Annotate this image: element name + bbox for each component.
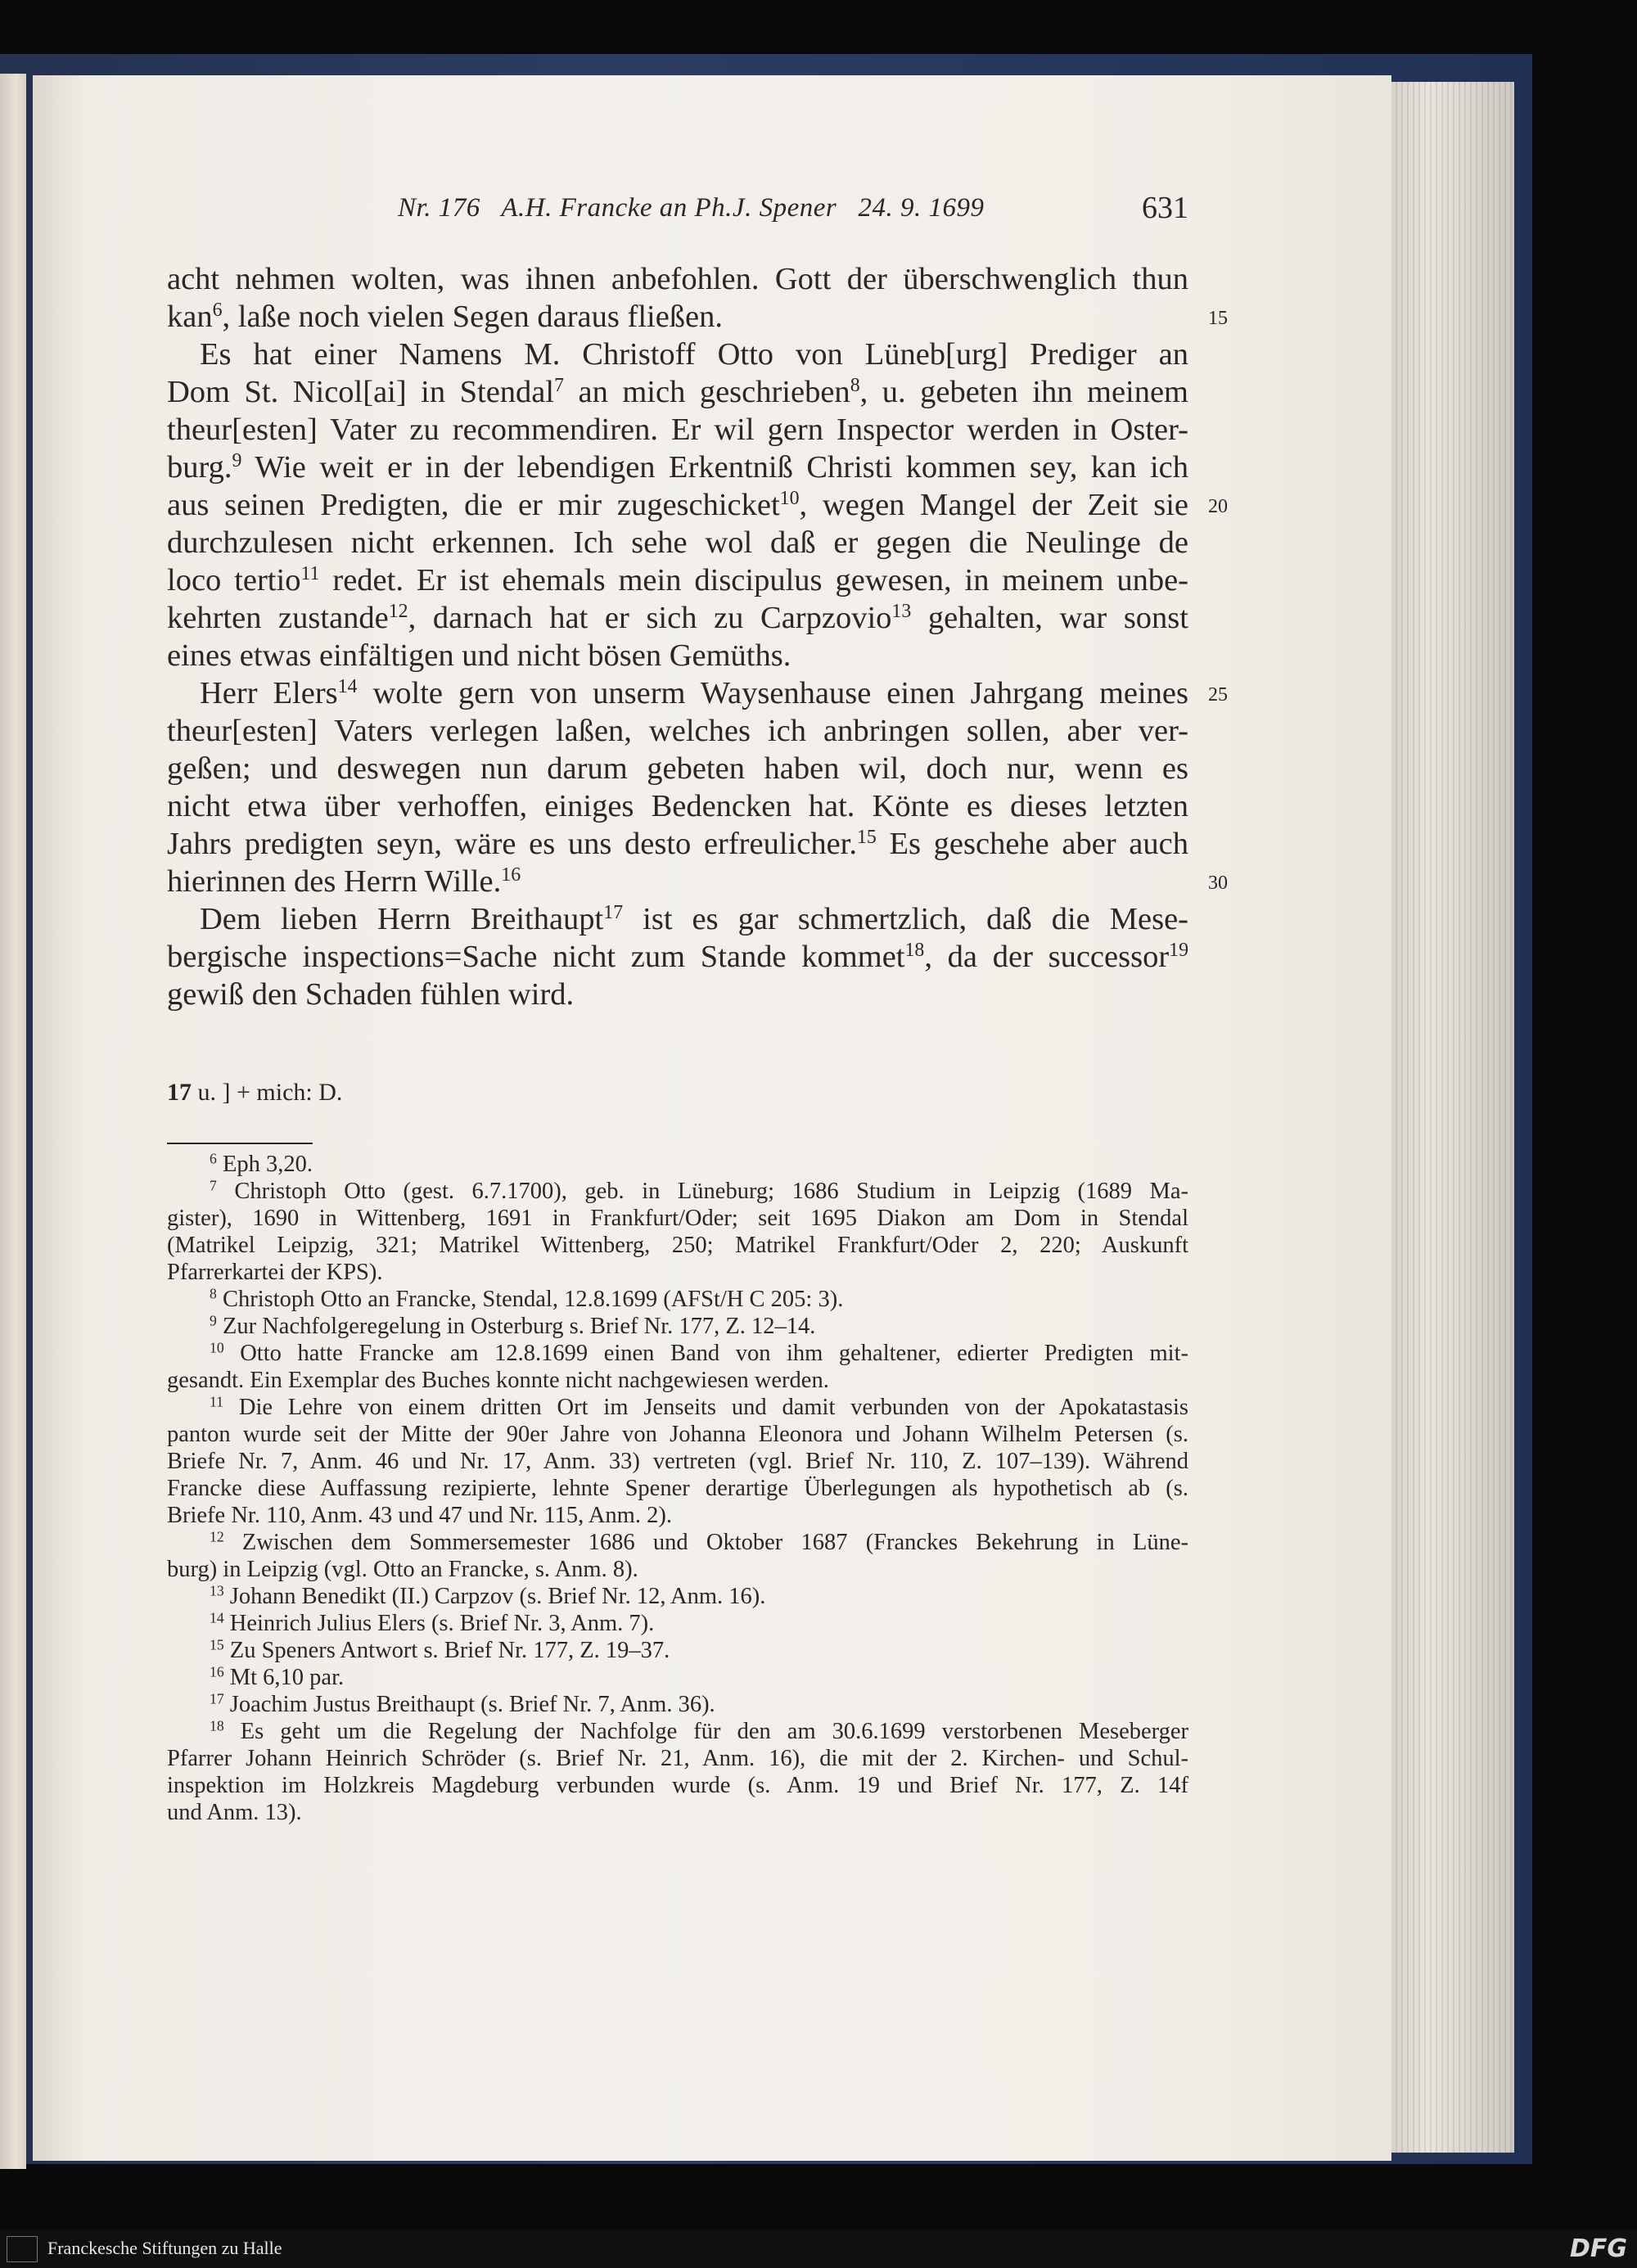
footnote-line: $^{17}$ Joachim Justus Breithaupt (s. Brief Nr. 7, Anm. 36).: [210, 1690, 715, 1717]
line-number-20: 20: [1208, 496, 1228, 517]
text-line: Es hat einer Namens M. Christoff Otto von Lüneb[urg] Prediger an: [200, 337, 1188, 372]
text-line: durchzulesen nicht erkennen. Ich sehe wol daß er gegen die Neulinge de: [167, 525, 1188, 560]
footnote-line: $^{12}$ Zwischen dem Sommersemester 1686 und Oktober 1687 (Franckes Bekehrung in Lüne-: [210, 1528, 1188, 1555]
apparatus-line-ref: 17: [167, 1079, 192, 1106]
footnote-line: $^{15}$ Zu Speners Antwort s. Brief Nr. 177, Z. 19–37.: [210, 1636, 670, 1663]
running-header: [398, 193, 1188, 242]
footnote-line: $^{16}$ Mt 6,10 par.: [210, 1663, 345, 1690]
footnote-line: Francke diese Auffassung rezipierte, lehnte Spener derartige Überlegungen als hypothetisch ab (s.: [167, 1476, 1188, 1501]
footnote-line: $^9$ Zur Nachfolgeregelung in Osterburg s. Brief Nr. 177, Z. 12–14.: [210, 1312, 816, 1339]
text-line: gewiß den Schaden fühlen wird.: [167, 977, 575, 1012]
footnote-line: gister), 1690 in Wittenberg, 1691 in Frankfurt/Oder; seit 1695 Diakon am Dom in Stendal: [167, 1206, 1188, 1231]
text-line: eines etwas einfältigen und nicht bösen Gemüths.: [167, 638, 791, 673]
footnote-line: $^{13}$ Johann Benedikt (II.) Carpzov (s. Brief Nr. 12, Anm. 16).: [210, 1582, 766, 1609]
left-page-edge: [0, 74, 26, 2169]
text-line: Dom St. Nicol[ai] in Stendal$^7$ an mich geschrieben$^8$, u. gebeten ihn meinem: [167, 374, 1189, 409]
footnote-line: gesandt. Ein Exemplar des Buches konnte nicht nachgewiesen werden.: [167, 1368, 829, 1393]
footnote-line: $^{11}$ Die Lehre von einem dritten Ort im Jenseits und damit verbunden von der Apokatastasis: [210, 1393, 1188, 1420]
text-line: aus seinen Predigten, die er mir zugeschicket$^{10}$, wegen Mangel der Zeit sie: [167, 487, 1188, 522]
text-line: Dem lieben Herrn Breithaupt$^{17}$ ist es gar schmertzlich, daß die Mese-: [200, 901, 1188, 936]
footer-bar: [0, 2230, 1637, 2268]
footnote-line: burg) in Leipzig (vgl. Otto an Francke, s. Anm. 8).: [167, 1557, 638, 1582]
institution-name: Franckesche Stiftungen zu Halle: [47, 2238, 282, 2258]
text-line: burg.$^9$ Wie weit er in der lebendigen Erkentniß Christi kommen sey, kan ich: [167, 449, 1188, 485]
footnote-separator: [167, 1143, 313, 1144]
text-apparatus: [167, 1079, 342, 1107]
main-text: [167, 260, 1188, 1013]
text-line: geßen; und deswegen nun darum gebeten haben wil, doch nur, wenn es: [167, 751, 1188, 786]
text-line: kehrten zustande$^{12}$, darnach hat er sich zu Carpzovio$^{13}$ gehalten, war sonst: [167, 600, 1188, 635]
text-line: kan$^6$, laße noch vielen Segen daraus fließen.: [167, 299, 724, 334]
footnote-line: (Matrikel Leipzig, 321; Matrikel Wittenberg, 250; Matrikel Frankfurt/Oder 2, 220; Auskunft: [167, 1233, 1188, 1258]
footnote-line: $^{14}$ Heinrich Julius Elers (s. Brief Nr. 3, Anm. 7).: [210, 1609, 655, 1636]
footnote-line: $^7$ Christoph Otto (gest. 6.7.1700), geb. in Lüneburg; 1686 Studium in Leipzig (1689 Ma-: [210, 1177, 1188, 1204]
line-number-25: 25: [1208, 684, 1228, 706]
footnote-line: Pfarrerkartei der KPS).: [167, 1260, 383, 1285]
text-line: nicht etwa über verhoffen, einiges Bedencken hat. Könte es dieses letzten: [167, 789, 1188, 823]
text-line: loco tertio$^{11}$ redet. Er ist ehemals mein discipulus gewesen, in meinem unbe-: [167, 562, 1189, 597]
footnote-line: Briefe Nr. 110, Anm. 43 und 47 und Nr. 115, Anm. 2).: [167, 1503, 672, 1528]
page-number: 631: [1142, 191, 1188, 225]
text-line: bergische inspections=Sache nicht zum Stande kommet$^{18}$, da der successor$^{19}$: [167, 939, 1188, 974]
apparatus-text: u. ] + mich: D.: [197, 1079, 343, 1106]
line-number-30: 30: [1208, 872, 1228, 894]
text-line: Herr Elers$^{14}$ wolte gern von unserm Waysenhause einen Jahrgang meines: [200, 675, 1188, 710]
text-line: Jahrs predigten seyn, wäre es uns desto erfreulicher.$^{15}$ Es geschehe aber auch: [167, 826, 1188, 861]
running-title: Nr. 176 A.H. Francke an Ph.J. Spener 24. 9. 1699: [398, 193, 985, 223]
footnote-line: $^{10}$ Otto hatte Francke am 12.8.1699 einen Band von ihm gehaltener, edierter Predigten mit-: [210, 1339, 1188, 1366]
institution-logo: [7, 2236, 38, 2262]
text-line: theur[esten] Vater zu recommendiren. Er wil gern Inspector werden in Oster-: [167, 413, 1188, 447]
footnote-line: $^{18}$ Es geht um die Regelung der Nachfolge für den am 30.6.1699 verstorbenen Meseberger: [210, 1717, 1188, 1744]
footnote-line: inspektion im Holzkreis Magdeburg verbunden wurde (s. Anm. 19 und Brief Nr. 177, Z. 14f: [167, 1773, 1188, 1798]
text-line: acht nehmen wolten, was ihnen anbefohlen. Gott der überschwenglich thun: [167, 262, 1188, 296]
footnote-line: Briefe Nr. 7, Anm. 46 und Nr. 17, Anm. 33) vertreten (vgl. Brief Nr. 110, Z. 107–139). Während: [167, 1449, 1188, 1474]
text-line: hierinnen des Herrn Wille.$^{16}$: [167, 863, 521, 899]
dfg-logo: DFG: [1569, 2234, 1627, 2263]
footnote-line: und Anm. 13).: [167, 1800, 302, 1825]
footnote-line: panton wurde seit der Mitte der 90er Jahre von Johanna Eleonora und Johann Wilhelm Petersen (s.: [167, 1422, 1188, 1447]
footnote-line: Pfarrer Johann Heinrich Schröder (s. Brief Nr. 21, Anm. 16), die mit der 2. Kirchen- und Schul-: [167, 1746, 1188, 1771]
text-line: theur[esten] Vaters verlegen laßen, welches ich anbringen sollen, aber ver-: [167, 714, 1188, 748]
footnote-line: $^6$ Eph 3,20.: [210, 1150, 313, 1177]
footnotes: [167, 1151, 1188, 1826]
line-number-15: 15: [1208, 308, 1228, 329]
footnote-line: $^8$ Christoph Otto an Francke, Stendal, 12.8.1699 (AFSt/H C 205: 3).: [210, 1285, 844, 1312]
